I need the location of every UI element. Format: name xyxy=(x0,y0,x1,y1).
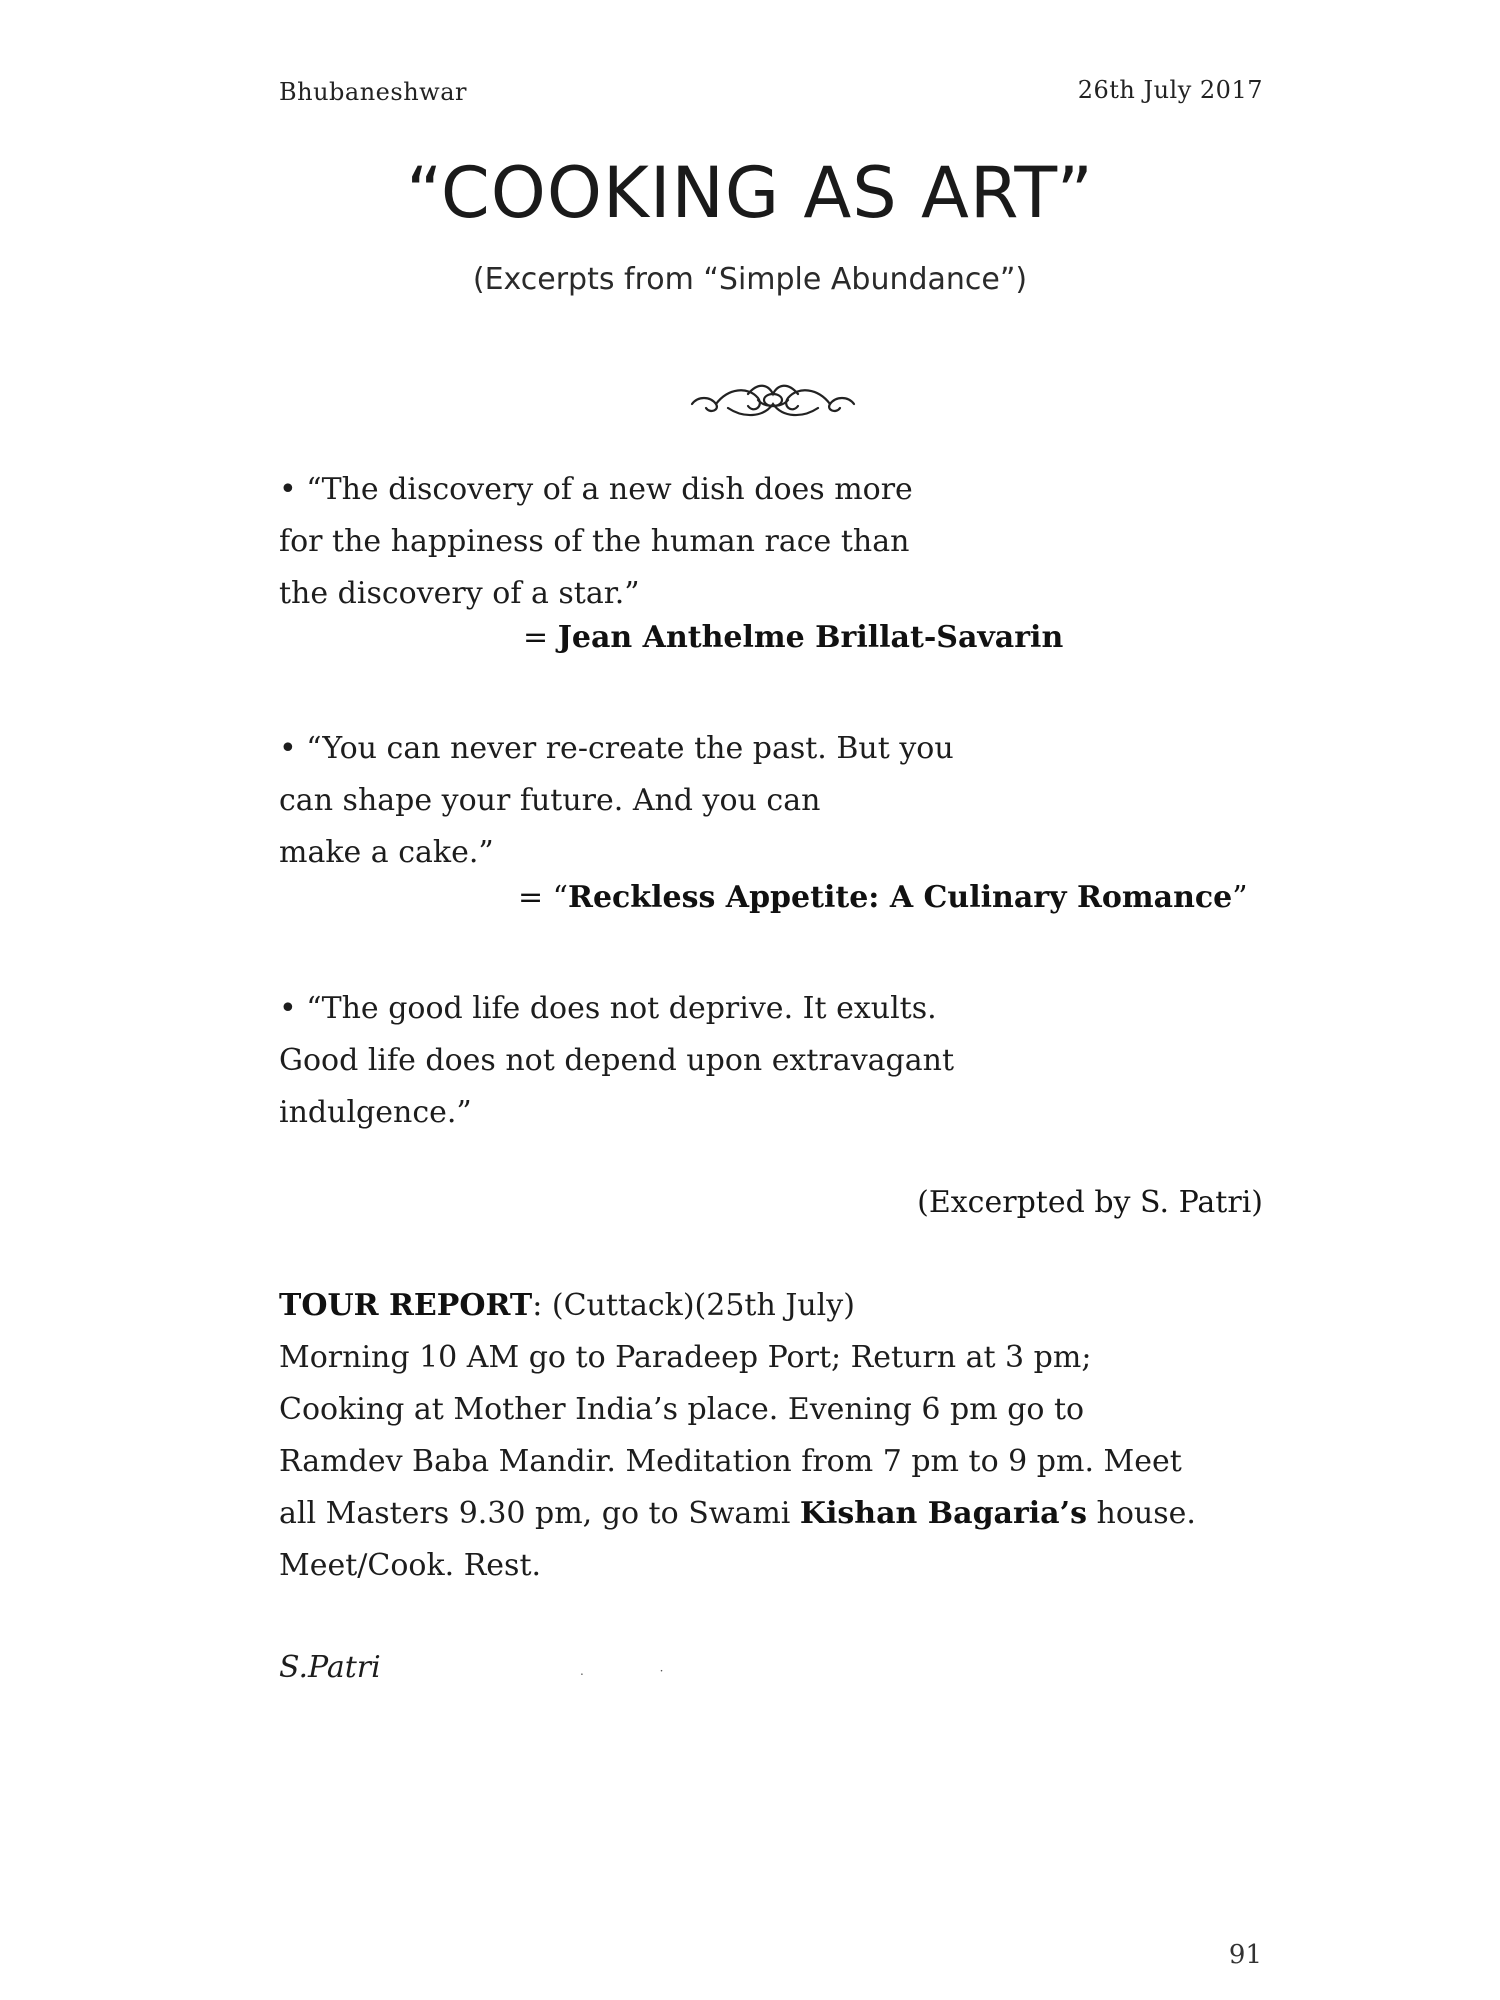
quote-1 xyxy=(279,464,913,620)
tour-line-text: house. xyxy=(1086,1496,1196,1531)
host-name: Kishan Bagaria’s xyxy=(799,1496,1087,1531)
tour-line-text: all Masters 9.30 pm, go to Swami xyxy=(279,1496,800,1531)
excerpted-by: (Excerpted by S. Patri) xyxy=(917,1185,1263,1220)
quote-line: make a cake.” xyxy=(279,835,494,870)
header-place: Bhubaneshwar xyxy=(279,78,467,106)
tour-report-line: Morning 10 AM go to Paradeep Port; Return at 3 pm; xyxy=(279,1340,1092,1375)
quote-line: can shape your future. And you can xyxy=(279,783,821,818)
header-date: 26th July 2017 xyxy=(1077,76,1263,104)
tour-report-heading: TOUR REPORT xyxy=(279,1288,533,1323)
attribution-source: Reckless Appetite: A Culinary Romance xyxy=(568,880,1233,915)
tour-report xyxy=(279,1280,1196,1592)
quote-line: Good life does not depend upon extravagant xyxy=(279,1043,955,1078)
quote-line: • “The good life does not deprive. It exults. xyxy=(279,991,937,1026)
decorative-flourish-icon xyxy=(688,374,858,424)
quote-line: indulgence.” xyxy=(279,1095,472,1130)
page-subtitle: (Excerpts from “Simple Abundance”) xyxy=(472,262,1028,297)
quote-line: • “You can never re-create the past. But you xyxy=(279,731,954,766)
quote-2-attribution xyxy=(518,880,1248,915)
attribution-prefix: = xyxy=(523,620,558,655)
tour-report-line xyxy=(279,1488,1196,1540)
tour-report-line: Meet/Cook. Rest. xyxy=(279,1548,542,1583)
quote-line: • “The discovery of a new dish does more xyxy=(279,472,913,507)
tour-report-heading-line xyxy=(279,1280,1196,1332)
tour-report-heading-rest: : (Cuttack)(25th July) xyxy=(532,1288,855,1323)
quote-1-attribution xyxy=(523,620,1063,655)
quote-line: the discovery of a star.” xyxy=(279,576,640,611)
page-number: 91 xyxy=(1228,1940,1262,1970)
page-title: “COOKING AS ART” xyxy=(406,152,1094,234)
tour-report-line: Ramdev Baba Mandir. Meditation from 7 pm to 9 pm. Meet xyxy=(279,1444,1182,1479)
scan-specks: . · xyxy=(580,1664,700,1678)
quote-line: for the happiness of the human race than xyxy=(279,524,910,559)
tour-report-line: Cooking at Mother India’s place. Evening 6 pm go to xyxy=(279,1392,1085,1427)
quote-2 xyxy=(279,723,954,879)
attribution-prefix: = “ xyxy=(518,880,569,915)
quote-3 xyxy=(279,983,954,1139)
signature: S.Patri xyxy=(279,1650,381,1685)
attribution-author: Jean Anthelme Brillat-Savarin xyxy=(557,620,1064,655)
attribution-suffix: ” xyxy=(1232,880,1248,915)
